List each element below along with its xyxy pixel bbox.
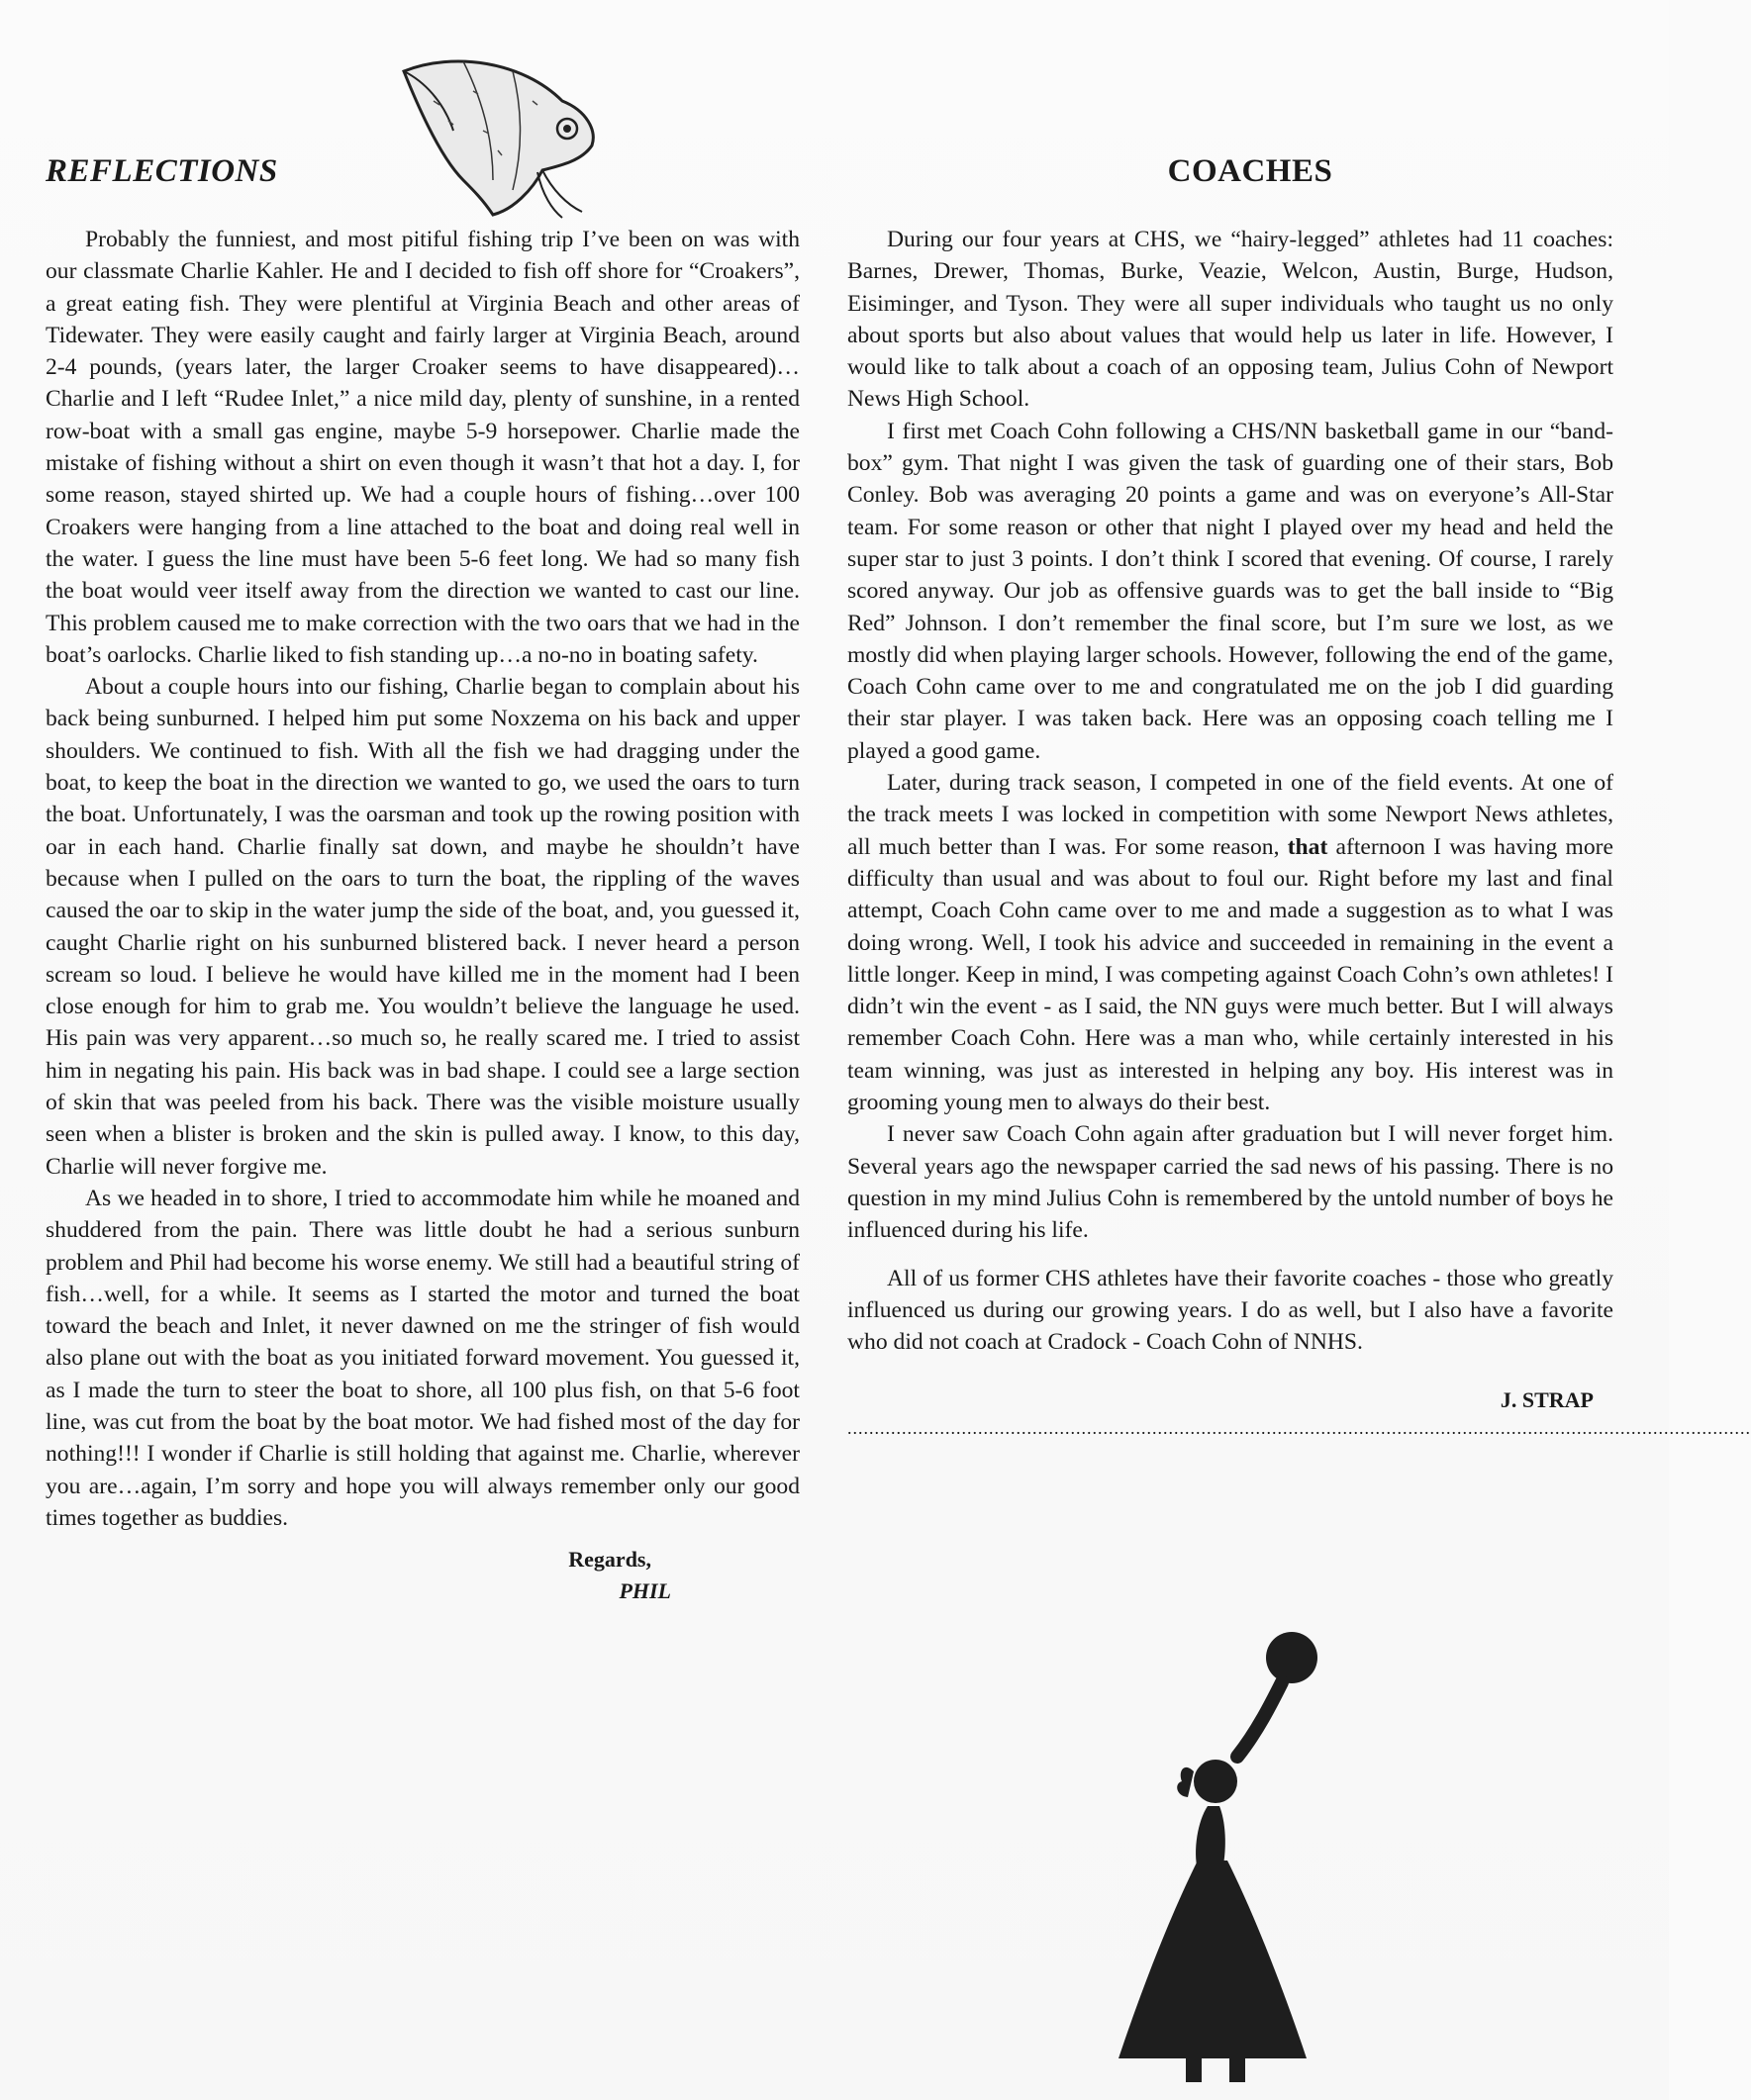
coaches-paragraph-3-end: afternoon I was having more difficulty than usual and was about to foul our. Right before my last and final attempt, Coach Cohn came over to me and made a suggestion as to what I was doing wrong. Well, I took his advice and succeeded in remaining in the event a little longer. Keep in mind, I was competing against Coach Cohn’s own athletes! I didn’t win the event - as I said, the NN guys were much better. But I will always remember Coach Cohn. Here was a man who, while certainly interested in his team winning, was just as interested in helping any boy. His interest was in grooming young men to always do their best. (847, 833, 1613, 1116)
author-name-phil: PHIL (619, 1578, 671, 1604)
reflections-paragraph-2: About a couple hours into our fishing, Charlie began to complain about his back being sunburned. I helped him put some Noxzema on his back and upper shoulders. We continued to fish. With all the fish we had dragging under the boat, to keep the boat in the direction we wanted to go, we used the oars to turn the boat. Unfortunately, I was the oarsman and took up the rowing position with oar in each hand. Charlie finally sat down, and maybe he shouldn’t have because when I pulled on the oars to turn the boat, the rippling of the waves caused the oar to skip in the water jump the side of the boat, and, you guessed it, caught Charlie right on his sunburned blistered back. I never heard a person scream so loud. I believe he would have killed me in the moment had I been close enough for him to grab me. You wouldn’t believe the language he used. His pain was very apparent…so much so, he really scared me. I tried to assist him in negating his pain. His back was in bad shape. I could see a large section of skin that was peeled from his back. There was the visible moisture usually seen when a blister is broken and the skin is pulled away. I know, to this day, Charlie will never forgive me. (46, 674, 800, 1180)
coaches-paragraph-3 (847, 767, 1613, 1118)
coaches-paragraph-4: I never saw Coach Cohn again after graduation but I will never forget him. Several years ago the newspaper carried the sad news of his passing. There is no question in my mind Julius Cohn is remembered by the untold number of boys he influenced during his life. (847, 1121, 1613, 1244)
reflections-title: REFLECTIONS (46, 153, 278, 189)
dotted-divider: ...................................................................................................................................................................... (847, 1418, 1751, 1439)
coaches-paragraph-5: All of us former CHS athletes have their favorite coaches - those who greatly influenced us during our growing years. I do as well, but I also have a favorite who did not coach at Cradock - Coach Cohn of NNHS. (847, 1265, 1613, 1356)
coaches-column (847, 153, 1751, 1439)
coaches-paragraph-2: I first met Coach Cohn following a CHS/NN basketball game in our “band-box” gym. That night I was given the task of guarding one of their stars, Bob Conley. Bob was averaging 20 points a game and was on everyone’s All-Star team. For some reason or other that night I played over my head and held the super star to just 3 points. I don’t think I scored that evening. Of course, I rarely scored anyway. Our job as offensive guards was to get the ball inside to “Big Red” Johnson. I don’t remember the final score, but I’m sure we lost, as we mostly did when playing larger schools. However, following the end of the game, Coach Cohn came over to me and congratulated me on the job I did guarding their star player. I was taken back. Here was an opposing coach telling me I played a good game. (847, 418, 1613, 764)
coaches-title: COACHES (1167, 153, 1333, 189)
emphasis-that: that (1287, 833, 1328, 860)
reflections-column (46, 153, 800, 1607)
reflections-paragraph-1: Probably the funniest, and most pitiful fishing trip I’ve been on was with our classmate Charlie Kahler. He and I decided to fish off shore for “Croakers”, a great eating fish. They were plentiful at Virginia Beach and other areas of Tidewater. They were easily caught and fairly larger at Virginia Beach, around 2-4 pounds, (years later, the larger Croaker seems to have disappeared)…Charlie and I left “Rudee Inlet,” a nice mild day, plenty of sunshine, in a rented row-boat with a small gas engine, maybe 5-9 horsepower. Charlie made the mistake of fishing without a shirt on even though it wasn’t that hot a day. I, for some reason, stayed shirted up. We had a couple hours of fishing…over 100 Croakers were hanging from a line attached to the boat and doing real well in the water. I guess the line must have been 5-6 feet long. We had so many fish the boat would veer itself away from the direction we wanted to cast our line. This problem caused me to make correction with the two oars that we had in the boat’s oarlocks. Charlie liked to fish standing up…a no-no in boating safety. (46, 227, 800, 668)
signoff-text: Regards, (568, 1547, 651, 1573)
reflections-paragraph-3: As we headed in to shore, I tried to accommodate him while he moaned and shuddered from the pain. There was little doubt he had a serious sunburn problem and Phil had become his worse enemy. We still had a beautiful string of fish…well, for a while. It seems as I started the motor and turned the boat toward the beach and Inlet, it never dawned on me the stringer of fish would also plane out with the boat as you initiated forward movement. You guessed it, as I made the turn to steer the boat to shore, all 100 plus fish, on that 5-6 foot line, was cut from the boat by the boat motor. We had fished most of the day for nothing!!! I wonder if Charlie is still holding that against me. Charlie, wherever you are…again, I’m sorry and hope you will always remember only our good times together as buddies. (46, 1185, 800, 1531)
author-name-j-strap: J. STRAP (1500, 1387, 1594, 1413)
coaches-paragraph-3-start: Later, during track season, I competed in one of the field events. At one of the track meets I was locked in competition with some Newport News athletes, all much better than I was. For some reason, (847, 770, 1613, 860)
cheerleader-silhouette (1099, 1623, 1336, 2088)
coaches-paragraph-1: During our four years at CHS, we “hairy-legged” athletes had 11 coaches: Barnes, Drewer, Thomas, Burke, Veazie, Welcon, Austin, Burge, Hudson, Eisiminger, and Tyson. They were all super individuals who taught us no only about sports but also about values that would help us later in life. However, I would like to talk about a coach of an opposing team, Julius Cohn of Newport News High School. (847, 227, 1613, 413)
reflections-signature (46, 1544, 800, 1607)
